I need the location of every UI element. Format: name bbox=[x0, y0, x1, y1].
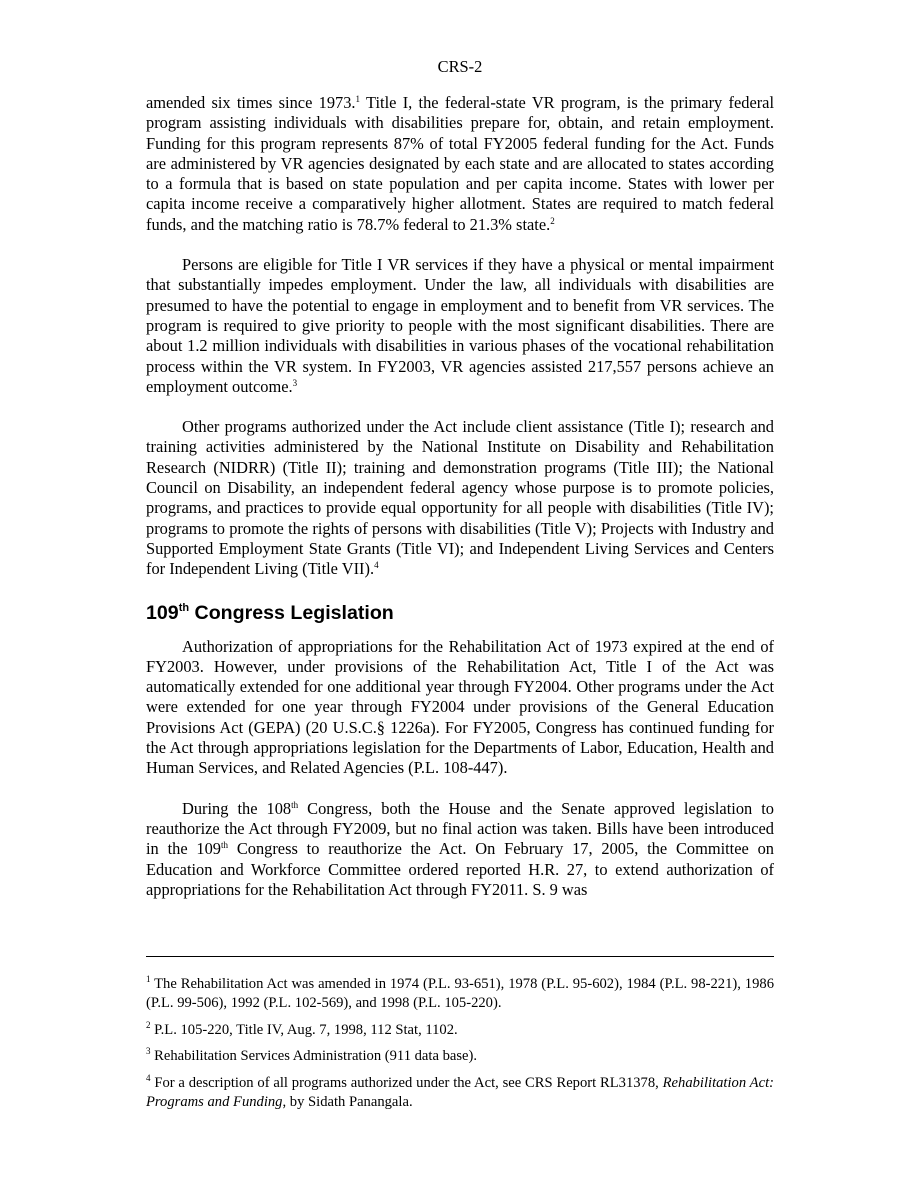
footnote-mark: 3 bbox=[146, 1046, 151, 1057]
heading-text: Congress Legislation bbox=[189, 601, 394, 624]
paragraph-text: Congress to reauthorize the Act. On February 17, 2005, the Committee on Education and Workforce Committee ordered reported H.R. 27, to extend authorization of appropriations for the Rehabilitation Act through FY2011. S. 9 was bbox=[146, 839, 774, 899]
heading-ordinal-suffix: th bbox=[178, 601, 190, 614]
footnote-mark: 2 bbox=[146, 1019, 151, 1030]
paragraph-text: During the 108 bbox=[182, 798, 292, 818]
footnote-3 bbox=[146, 1047, 774, 1066]
footnotes-section bbox=[146, 975, 774, 1119]
footnote-mark: 1 bbox=[146, 974, 151, 984]
footnote-text: For a description of all programs authorized under the Act, see CRS Report RL31378, bbox=[150, 1074, 663, 1091]
footnote-divider bbox=[146, 956, 774, 957]
footnote-text: Rehabilitation Services Administration (911 data base). bbox=[150, 1048, 478, 1065]
footnote-text: The Rehabilitation Act was amended in 1974 (P.L. 93-651), 1978 (P.L. 95-602), 1984 (P.L. 98-221), 1986 (P.L. 99-506), 1992 (P.L. 102-569), and 1998 (P.L. 105-220). bbox=[146, 976, 774, 1012]
page-header: CRS-2 bbox=[437, 57, 483, 76]
footnote-ref-2[interactable]: 2 bbox=[550, 215, 555, 226]
footnote-2 bbox=[146, 1021, 774, 1040]
paragraph-text: Other programs authorized under the Act include client assistance (Title I); research and training activities administered by the National Institute on Disability and Rehabilitation Research (NIDRR) (Title II); training and demonstration programs (Title III); the National Council on Disability, an independent federal agency whose purpose is to promote policies, programs, and practices to provide equal opportunity for all people with disabilities (Title IV); programs to promote the rights of persons with disabilities (Title V); Projects with Industry and Supported Employment State Grants (Title VI); and Independent Living Services and Centers for Independent Living (Title VII). bbox=[146, 417, 774, 579]
document-body bbox=[146, 93, 774, 920]
footnote-mark: 4 bbox=[146, 1072, 151, 1083]
paragraph-text: amended six times since 1973. bbox=[146, 93, 356, 112]
paragraph-eligibility bbox=[146, 255, 774, 397]
ordinal-suffix: th bbox=[221, 840, 229, 851]
footnote-text: , by Sidath Panangala. bbox=[282, 1094, 413, 1111]
footnote-text: P.L. 105-220, Title IV, Aug. 7, 1998, 112 Stat, 1102. bbox=[150, 1021, 458, 1038]
paragraph-other-programs bbox=[146, 417, 774, 579]
paragraph-text: Title I, the federal-state VR program, is the primary federal program assisting individuals with disabilities prepare for, obtain, and retain employment. Funding for this program represents 87% of total FY2005 federal funding for the Act. Funds are administered by VR agencies designated by each state and are allocated to states according to a formula that is based on state population and per capita income. States with lower per capita income receive a comparatively higher allotment. States are required to match federal funds, and the matching ratio is 78.7% federal to 21.3% state. bbox=[146, 93, 775, 234]
paragraph-title-i-program bbox=[146, 93, 774, 235]
paragraph-text: Authorization of appropriations for the Rehabilitation Act of 1973 expired at the end of FY2003. However, under provisions of the Rehabilitation Act, Title I of the Act was automatically extended for one additional year through FY2004. Other programs under the Act were extended for one year through FY2004 under provisions of the General Education Provisions Act (GEPA) (20 U.S.C.§ 1226a). For FY2005, Congress has continued funding for the Act through appropriations legislation for the Departments of Labor, Education, Health and Human Services, and Related Agencies (P.L. 108-447). bbox=[146, 636, 774, 778]
footnote-1 bbox=[146, 975, 774, 1014]
footnote-ref-3[interactable]: 3 bbox=[292, 377, 298, 388]
paragraph-authorization bbox=[146, 637, 774, 779]
paragraph-text: Congress, both the House and the Senate approved legislation to reauthorize the Act through FY2009, but no final action was taken. Bills have been introduced in the 109 bbox=[146, 798, 774, 859]
report-title-link[interactable]: Rehabilitation Act: Programs and Funding bbox=[146, 1074, 774, 1111]
paragraph-108th-congress bbox=[146, 799, 774, 900]
footnote-4 bbox=[146, 1074, 774, 1113]
footnote-ref-4[interactable]: 4 bbox=[374, 560, 379, 571]
ordinal-suffix: th bbox=[291, 799, 299, 810]
heading-number: 109 bbox=[146, 601, 179, 624]
paragraph-text: Persons are eligible for Title I VR services if they have a physical or mental impairment that substantially impedes employment. Under the law, all individuals with disabilities are presumed to have the potential to engage in employment and to benefit from VR services. The program is required to give priority to people with the most significant disabilities. There are about 1.2 million individuals with disabilities in various phases of the vocational rehabilitation process within the VR system. In FY2003, VR agencies assisted 217,557 persons achieve an employment outcome. bbox=[146, 255, 774, 396]
section-heading bbox=[146, 600, 774, 626]
footnote-ref-1[interactable]: 1 bbox=[355, 94, 361, 104]
